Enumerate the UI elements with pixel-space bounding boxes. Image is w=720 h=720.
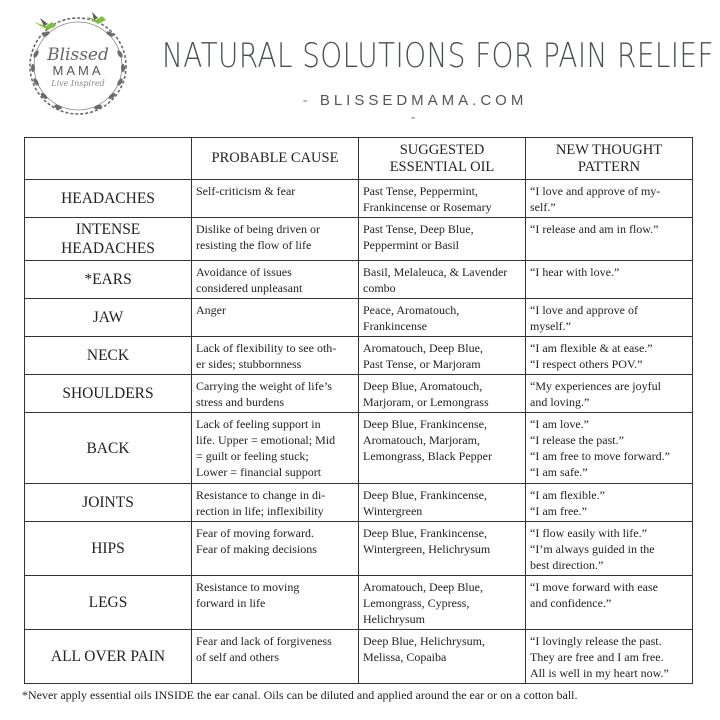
page-title: NATURAL SOLUTIONS FOR PAIN RELIEF xyxy=(162,36,714,76)
logo-name: Blissed xyxy=(47,45,109,65)
header-line: SUGGESTED xyxy=(399,141,485,158)
cause-line: Carrying the weight of life’s xyxy=(196,379,332,393)
pattern-line: “I am free to move forward.” xyxy=(530,449,670,463)
pattern-line: “I move forward with ease xyxy=(530,580,658,594)
body-area-line: NECK xyxy=(86,347,130,364)
body-area-line: BACK xyxy=(86,439,130,457)
cause-line: stress and burdens xyxy=(196,395,284,409)
logo-name-mama: MAMA xyxy=(52,63,104,78)
pattern-line: “I am safe.” xyxy=(530,465,588,479)
thought-pattern-cell xyxy=(526,299,693,337)
header-thought-pattern xyxy=(526,138,693,180)
pattern-line: All is well in my heart now.” xyxy=(530,666,669,680)
essential-oil-cell xyxy=(359,375,526,413)
pattern-line: “I am flexible.” xyxy=(530,488,605,502)
oil-line: Basil, Melaleuca, & Lavender xyxy=(363,265,508,279)
pattern-line: “I love and approve of xyxy=(530,303,638,317)
table-row xyxy=(25,180,693,218)
body-area-line: JOINTS xyxy=(82,494,134,511)
table-row xyxy=(25,522,693,576)
body-area-line: HIPS xyxy=(91,540,125,557)
pattern-line: “I am free.” xyxy=(530,504,587,518)
pattern-line: “I am flexible & at ease.” xyxy=(530,341,653,355)
cause-line: Self-criticism & fear xyxy=(196,184,296,198)
table-row xyxy=(25,218,693,261)
probable-cause-cell xyxy=(192,337,359,375)
cause-line: er sides; stubbornness xyxy=(196,357,302,371)
pattern-line: “My experiences are joyful xyxy=(530,379,661,393)
probable-cause-cell xyxy=(192,299,359,337)
cause-line: Resistance to change in di- xyxy=(196,488,326,502)
cause-line: Dislike of being driven or xyxy=(196,222,320,236)
oil-line: Peace, Aromatouch, xyxy=(363,303,460,317)
pattern-line: “I release the past.” xyxy=(530,433,624,447)
essential-oil-cell xyxy=(359,180,526,218)
thought-pattern-cell xyxy=(526,484,693,522)
essential-oil-cell xyxy=(359,337,526,375)
oil-line: Melissa, Copaiba xyxy=(363,650,447,664)
pattern-line: “I’m always guided in the xyxy=(530,542,655,556)
oil-line: Wintergreen xyxy=(363,504,423,518)
subtitle-dash-right: - xyxy=(410,109,420,126)
oil-line: Aromatouch, Deep Blue, xyxy=(363,341,483,355)
thought-pattern-cell xyxy=(526,522,693,576)
body-area-label xyxy=(25,180,192,218)
pattern-line: “I lovingly release the past. xyxy=(530,634,662,648)
body-area-line: HEADACHES xyxy=(61,240,155,257)
oil-line: Past Tense, Deep Blue, xyxy=(363,222,474,236)
body-area-line: JAW xyxy=(92,309,124,326)
header-line: PATTERN xyxy=(577,158,641,175)
oil-line: Aromatouch, Marjoram, xyxy=(363,433,480,447)
cause-line: = guilt or feeling stuck; xyxy=(196,449,309,463)
oil-line: Frankincense or Rosemary xyxy=(363,200,492,214)
pattern-line: best direction.” xyxy=(530,558,604,572)
oil-line: Helichrysum xyxy=(363,612,425,626)
cause-line: Resistance to moving xyxy=(196,580,300,594)
thought-pattern-cell xyxy=(526,576,693,630)
pattern-line: “I am love.” xyxy=(530,417,589,431)
oil-line: Aromatouch, Deep Blue, xyxy=(363,580,483,594)
body-area-line: SHOULDERS xyxy=(62,385,154,402)
oil-line: Deep Blue, Helichrysum, xyxy=(363,634,485,648)
cause-line: Anger xyxy=(196,303,226,317)
header-line: NEW THOUGHT xyxy=(555,141,663,158)
probable-cause-cell xyxy=(192,630,359,684)
thought-pattern-cell xyxy=(526,261,693,299)
body-area-line: *EARS xyxy=(84,271,132,288)
body-area-label xyxy=(25,299,192,337)
body-area-label xyxy=(25,630,192,684)
probable-cause-cell xyxy=(192,413,359,484)
table-row xyxy=(25,484,693,522)
header-line: ESSENTIAL OIL xyxy=(389,158,495,175)
probable-cause-cell xyxy=(192,218,359,261)
probable-cause-cell xyxy=(192,261,359,299)
essential-oil-cell xyxy=(359,413,526,484)
table-row xyxy=(25,413,693,484)
cause-line: resisting the flow of life xyxy=(196,238,312,252)
table-row xyxy=(25,261,693,299)
thought-pattern-cell xyxy=(526,630,693,684)
subtitle-text: BLISSEDMAMA.COM xyxy=(319,92,528,109)
oil-line: Marjoram, or Lemongrass xyxy=(363,395,489,409)
body-area-label xyxy=(25,576,192,630)
footnote: *Never apply essential oils INSIDE the ear canal. Oils can be diluted and applied around the ear or on a cotton ball. xyxy=(22,688,578,702)
probable-cause-cell xyxy=(192,484,359,522)
blissed-mama-logo xyxy=(22,8,134,120)
oil-line: Peppermint or Basil xyxy=(363,238,459,252)
essential-oil-cell xyxy=(359,630,526,684)
table-row xyxy=(25,375,693,413)
oil-line: Deep Blue, Frankincense, xyxy=(363,417,487,431)
oil-line: Deep Blue, Frankincense, xyxy=(363,526,487,540)
pattern-line: and loving.” xyxy=(530,395,590,409)
body-area-label xyxy=(25,375,192,413)
table-row xyxy=(25,576,693,630)
essential-oil-cell xyxy=(359,299,526,337)
thought-pattern-cell xyxy=(526,180,693,218)
body-area-label xyxy=(25,218,192,261)
header-line: PROBABLE CAUSE xyxy=(211,150,339,166)
pattern-line: and confidence.” xyxy=(530,596,612,610)
cause-line: Fear and lack of forgiveness xyxy=(196,634,332,648)
probable-cause-cell xyxy=(192,576,359,630)
subtitle-dash-left: - xyxy=(302,92,312,109)
essential-oil-cell xyxy=(359,484,526,522)
body-area-line: LEGS xyxy=(88,594,128,611)
body-area-label xyxy=(25,522,192,576)
oil-line: Wintergreen, Helichrysum xyxy=(363,542,491,556)
essential-oil-cell xyxy=(359,522,526,576)
probable-cause-cell xyxy=(192,180,359,218)
cause-line: Fear of making decisions xyxy=(196,542,317,556)
essential-oil-cell xyxy=(359,261,526,299)
cause-line: Lack of flexibility to see oth- xyxy=(196,341,337,355)
logo-tagline: Live Inspired xyxy=(51,79,105,88)
oil-line: Deep Blue, Aromatouch, xyxy=(363,379,483,393)
cause-line: forward in life xyxy=(196,596,266,610)
header-empty-cell xyxy=(25,138,192,180)
body-area-line: INTENSE xyxy=(75,221,141,238)
body-area-label xyxy=(25,261,192,299)
cause-line: Lack of feeling support in xyxy=(196,417,321,431)
pattern-line: “I hear with love.” xyxy=(530,265,620,279)
cause-line: life. Upper = emotional; Mid xyxy=(196,433,336,447)
header-essential-oil xyxy=(359,138,526,180)
pain-relief-table xyxy=(24,137,693,684)
thought-pattern-cell xyxy=(526,218,693,261)
thought-pattern-cell xyxy=(526,413,693,484)
body-area-line: ALL OVER PAIN xyxy=(50,648,166,665)
essential-oil-cell xyxy=(359,218,526,261)
thought-pattern-cell xyxy=(526,337,693,375)
pattern-line: “I respect others POV.” xyxy=(530,357,643,371)
oil-line: Past Tense, Peppermint, xyxy=(363,184,478,198)
oil-line: Lemongrass, Cypress, xyxy=(363,596,470,610)
pattern-line: myself.” xyxy=(530,319,571,333)
oil-line: Frankincense xyxy=(363,319,427,333)
cause-line: rection in life; inflexibility xyxy=(196,504,324,518)
pattern-line: They are free and I am free. xyxy=(530,650,664,664)
table-row xyxy=(25,299,693,337)
cause-line: Avoidance of issues xyxy=(196,265,292,279)
body-area-label xyxy=(25,484,192,522)
probable-cause-cell xyxy=(192,375,359,413)
table-row xyxy=(25,630,693,684)
oil-line: Past Tense, or Marjoram xyxy=(363,357,481,371)
body-area-line: HEADACHES xyxy=(61,190,155,207)
page-subtitle xyxy=(300,92,530,126)
table-row xyxy=(25,337,693,375)
oil-line: combo xyxy=(363,281,396,295)
oil-line: Lemongrass, Black Pepper xyxy=(363,449,492,463)
essential-oil-cell xyxy=(359,576,526,630)
body-area-label xyxy=(25,337,192,375)
pattern-line: “I release and am in flow.” xyxy=(530,222,659,236)
body-area-label xyxy=(25,413,192,484)
cause-line: Fear of moving forward. xyxy=(196,526,314,540)
header-probable-cause xyxy=(192,138,359,180)
pattern-line: self.” xyxy=(530,200,556,214)
thought-pattern-cell xyxy=(526,375,693,413)
pattern-line: “I flow easily with life.” xyxy=(530,526,647,540)
table-header-row xyxy=(25,138,693,180)
oil-line: Deep Blue, Frankincense, xyxy=(363,488,487,502)
probable-cause-cell xyxy=(192,522,359,576)
cause-line: Lower = financial support xyxy=(196,465,322,479)
cause-line: of self and others xyxy=(196,650,279,664)
pattern-line: “I love and approve of my- xyxy=(530,184,661,198)
cause-line: considered unpleasant xyxy=(196,281,303,295)
